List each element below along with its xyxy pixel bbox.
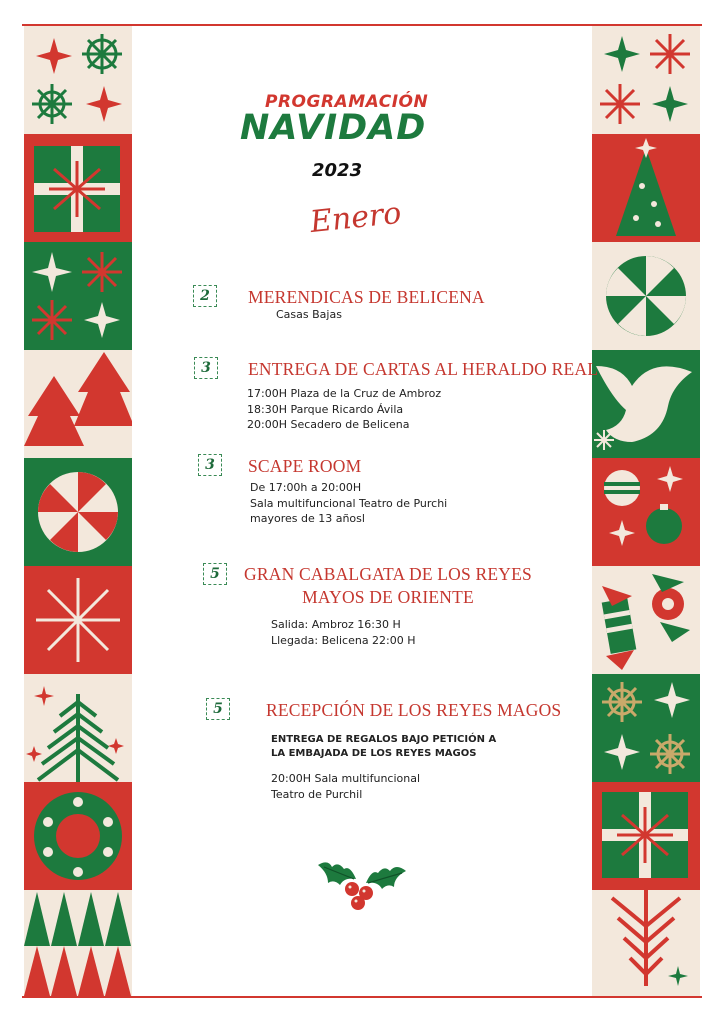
- event-title: RECEPCIÓN DE LOS REYES MAGOS: [266, 700, 562, 720]
- left-decorative-strip: [24, 26, 132, 996]
- event-detail-line: 20:00H Sala multifuncional: [271, 772, 421, 785]
- snowflake-icon: [82, 34, 122, 74]
- event-title-line: GRAN CABALGATA DE LOS REYES: [244, 564, 532, 584]
- event-detail-line: 17:00H Plaza de la Cruz de Ambroz: [247, 387, 442, 400]
- snowflake-burst-icon: [36, 578, 120, 662]
- right-decorative-strip: [592, 26, 700, 996]
- event-detail-line: Salida: Ambroz 16:30 H: [271, 618, 401, 631]
- event-title: SCAPE ROOM: [248, 456, 362, 476]
- event-detail-line: mayores de 13 añosl: [250, 512, 365, 525]
- event-detail-line: Sala multifuncional Teatro de Purchi: [250, 496, 448, 510]
- gift-icon: [602, 792, 688, 878]
- event-details: [271, 617, 416, 648]
- header-subtitle: PROGRAMACIÓN: [265, 92, 429, 112]
- event-details: [276, 307, 342, 323]
- event-details: [250, 480, 447, 527]
- peppermint-icon: [38, 472, 118, 552]
- event-day-badge: 3: [198, 454, 222, 476]
- event-detail-line: De 17:00h a 20:00H: [250, 481, 362, 494]
- event-highlight: [271, 733, 496, 761]
- snowflake-icon: [32, 84, 72, 124]
- event-detail-line: Llegada: Belicena 22:00 H: [271, 633, 416, 647]
- event-highlight-line: ENTREGA DE REGALOS BAJO PETICIÓN A: [271, 734, 497, 745]
- event-detail-line: Casas Bajas: [276, 308, 342, 321]
- event-title: ENTREGA DE CARTAS AL HERALDO REAL: [248, 359, 599, 379]
- event-title-line: MAYOS DE ORIENTE: [302, 587, 474, 607]
- event-highlight-line: LA EMBAJADA DE LOS REYES MAGOS: [271, 748, 477, 759]
- event-title: MERENDICAS DE BELICENA: [248, 287, 485, 307]
- event-day-badge: 3: [194, 357, 218, 379]
- peppermint-icon: [606, 256, 686, 336]
- snowflake-icon: [650, 34, 690, 74]
- event-detail-line: 20:00H Secadero de Belicena: [247, 418, 410, 431]
- event-day-badge: 5: [203, 563, 227, 585]
- frame-bottom-line: [22, 996, 702, 998]
- snowflake-icon: [600, 84, 640, 124]
- holly-icon: [314, 855, 410, 913]
- gift-icon: [34, 146, 120, 232]
- header-title: NAVIDAD: [240, 108, 427, 148]
- event-detail-line: Teatro de Purchil: [271, 787, 363, 801]
- event-details: [247, 386, 441, 433]
- header-year: 2023: [312, 160, 363, 181]
- event-detail-line: 18:30H Parque Ricardo Ávila: [247, 402, 404, 416]
- event-day-badge: 2: [193, 285, 217, 307]
- wreath-icon: [34, 792, 122, 880]
- event-title: [230, 564, 546, 608]
- header-month: Enero: [308, 195, 403, 241]
- event-day-badge: 5: [206, 698, 230, 720]
- event-details: [271, 771, 420, 802]
